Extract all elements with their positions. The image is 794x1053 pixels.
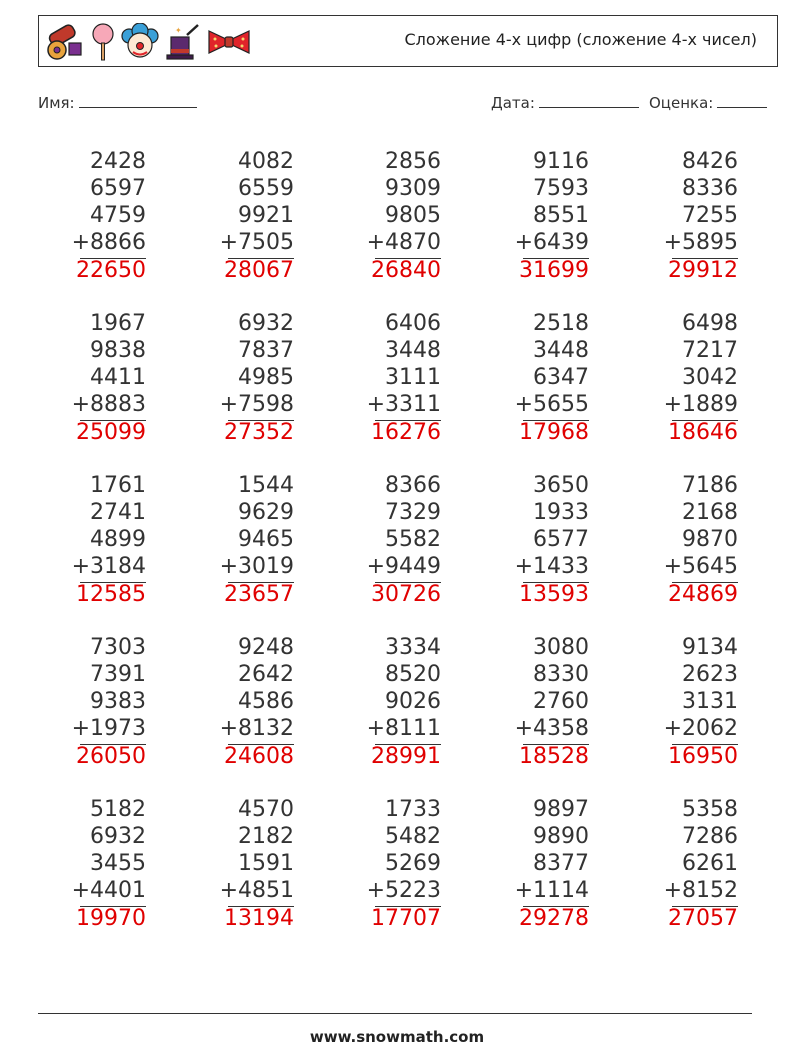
addend: 2760 [533, 689, 589, 714]
name-field [38, 93, 197, 112]
score-label: Оценка: [649, 94, 714, 112]
addend: 9465 [238, 527, 294, 552]
addition-problem [648, 148, 738, 284]
addend: 6261 [682, 851, 738, 876]
answer: 24869 [668, 582, 738, 607]
cotton-candy-icon [91, 23, 115, 61]
footer-divider [38, 1013, 752, 1014]
addend: +8111 [366, 716, 441, 741]
addend: 7217 [682, 338, 738, 363]
addition-problem [56, 796, 146, 932]
answer: 30726 [371, 582, 441, 607]
addend: +6439 [514, 230, 589, 255]
addend: 6577 [533, 527, 589, 552]
answer: 17968 [519, 420, 589, 445]
addend: 3448 [533, 338, 589, 363]
addition-problem [648, 310, 738, 446]
addend: 5482 [385, 824, 441, 849]
addend: +4401 [71, 878, 146, 903]
addend: +5223 [366, 878, 441, 903]
addend: +9449 [366, 554, 441, 579]
addend: 7329 [385, 500, 441, 525]
worksheet-header [38, 15, 778, 67]
answer: 19970 [76, 906, 146, 931]
addend: 6597 [90, 176, 146, 201]
score-line[interactable] [717, 93, 767, 108]
date-line[interactable] [539, 93, 639, 108]
addition-problem [351, 148, 441, 284]
answer: 29912 [668, 258, 738, 283]
answer: 31699 [519, 258, 589, 283]
answer: 16276 [371, 420, 441, 445]
answer: 22650 [76, 258, 146, 283]
answer: 29278 [519, 906, 589, 931]
answer: 28067 [224, 258, 294, 283]
addend: 6932 [238, 311, 294, 336]
addend: 6932 [90, 824, 146, 849]
addend: 4570 [238, 797, 294, 822]
addition-problem [648, 796, 738, 932]
addend: +8883 [71, 392, 146, 417]
addend: 8336 [682, 176, 738, 201]
answer: 18646 [668, 420, 738, 445]
date-label: Дата: [491, 94, 535, 112]
addition-problem [204, 634, 294, 770]
addend: 3080 [533, 635, 589, 660]
addend: 7837 [238, 338, 294, 363]
addend: 1733 [385, 797, 441, 822]
addend: 4082 [238, 149, 294, 174]
addend: 2642 [238, 662, 294, 687]
score-field [649, 93, 767, 112]
addend: 9805 [385, 203, 441, 228]
answer: 17707 [371, 906, 441, 931]
answer: 28991 [371, 744, 441, 769]
addend: +7505 [219, 230, 294, 255]
addition-problem [648, 634, 738, 770]
answer: 23657 [224, 582, 294, 607]
addend: 6347 [533, 365, 589, 390]
cannon-icon [43, 23, 85, 61]
bow-tie-icon [207, 27, 251, 57]
addend: 9134 [682, 635, 738, 660]
addend: 2428 [90, 149, 146, 174]
addition-problem [351, 472, 441, 608]
addend: +8866 [71, 230, 146, 255]
answer: 18528 [519, 744, 589, 769]
addition-problem [648, 472, 738, 608]
addend: 4985 [238, 365, 294, 390]
addend: 6498 [682, 311, 738, 336]
addend: 3131 [682, 689, 738, 714]
answer: 13593 [519, 582, 589, 607]
addend: 9897 [533, 797, 589, 822]
footer-site: www.snowmath.com [309, 1028, 485, 1046]
addend: 9248 [238, 635, 294, 660]
addition-problem [499, 796, 589, 932]
addend: +3184 [71, 554, 146, 579]
addend: +8152 [663, 878, 738, 903]
addend: 1761 [90, 473, 146, 498]
addition-problem [351, 796, 441, 932]
addend: 7286 [682, 824, 738, 849]
addend: 9870 [682, 527, 738, 552]
addend: +4358 [514, 716, 589, 741]
addend: 8551 [533, 203, 589, 228]
addend: 3455 [90, 851, 146, 876]
addend: 9116 [533, 149, 589, 174]
addend: 9383 [90, 689, 146, 714]
addend: 1591 [238, 851, 294, 876]
addend: +4870 [366, 230, 441, 255]
answer: 25099 [76, 420, 146, 445]
addition-problem [499, 634, 589, 770]
addend: 8366 [385, 473, 441, 498]
addition-problem [56, 634, 146, 770]
answer: 26050 [76, 744, 146, 769]
addend: 3111 [385, 365, 441, 390]
addend: 7186 [682, 473, 738, 498]
addition-problem [204, 472, 294, 608]
addend: 7255 [682, 203, 738, 228]
name-line[interactable] [79, 93, 197, 108]
addend: 6406 [385, 311, 441, 336]
addend: 4759 [90, 203, 146, 228]
addend: 2741 [90, 500, 146, 525]
addition-problem [499, 148, 589, 284]
addend: +5655 [514, 392, 589, 417]
addend: +1889 [663, 392, 738, 417]
addend: 1967 [90, 311, 146, 336]
addend: 5182 [90, 797, 146, 822]
answer: 12585 [76, 582, 146, 607]
addend: 4586 [238, 689, 294, 714]
addend: 8330 [533, 662, 589, 687]
answer: 26840 [371, 258, 441, 283]
header-icons [43, 22, 251, 62]
addend: 5582 [385, 527, 441, 552]
addend: 4899 [90, 527, 146, 552]
addend: 3334 [385, 635, 441, 660]
addend: 5358 [682, 797, 738, 822]
addend: 7303 [90, 635, 146, 660]
addition-problem [204, 148, 294, 284]
addend: +1433 [514, 554, 589, 579]
addition-problem [56, 472, 146, 608]
name-label: Имя: [38, 94, 75, 112]
addend: +1114 [514, 878, 589, 903]
addition-problem [499, 472, 589, 608]
addend: 4411 [90, 365, 146, 390]
answer: 24608 [224, 744, 294, 769]
addend: +3019 [219, 554, 294, 579]
addend: 8377 [533, 851, 589, 876]
addend: 9629 [238, 500, 294, 525]
answer: 13194 [224, 906, 294, 931]
addition-problem [204, 310, 294, 446]
addend: 6559 [238, 176, 294, 201]
addend: 8520 [385, 662, 441, 687]
addend: 9921 [238, 203, 294, 228]
addend: 3042 [682, 365, 738, 390]
magic-hat-icon [165, 23, 201, 61]
addend: +7598 [219, 392, 294, 417]
answer: 27057 [668, 906, 738, 931]
addend: 9890 [533, 824, 589, 849]
answer: 16950 [668, 744, 738, 769]
addend: 5269 [385, 851, 441, 876]
addend: 1933 [533, 500, 589, 525]
addend: 2518 [533, 311, 589, 336]
addend: 2168 [682, 500, 738, 525]
clown-face-icon [121, 23, 159, 61]
addend: 2182 [238, 824, 294, 849]
addend: 2856 [385, 149, 441, 174]
addition-problem [204, 796, 294, 932]
date-field [491, 93, 639, 112]
addend: +2062 [663, 716, 738, 741]
addend: 3650 [533, 473, 589, 498]
svg-text:✦: ✦ [175, 26, 182, 35]
addition-problem [56, 148, 146, 284]
addend: 1544 [238, 473, 294, 498]
addend: 9026 [385, 689, 441, 714]
addition-problem [56, 310, 146, 446]
addition-problem [499, 310, 589, 446]
addend: +8132 [219, 716, 294, 741]
worksheet-title: Сложение 4-х цифр (сложение 4-х чисел) [404, 30, 757, 49]
addend: 2623 [682, 662, 738, 687]
addend: 8426 [682, 149, 738, 174]
addend: 9309 [385, 176, 441, 201]
addend: 7391 [90, 662, 146, 687]
addend: 3448 [385, 338, 441, 363]
addition-problem [351, 310, 441, 446]
answer: 27352 [224, 420, 294, 445]
addend: +3311 [366, 392, 441, 417]
addend: 7593 [533, 176, 589, 201]
addend: +4851 [219, 878, 294, 903]
addend: +1973 [71, 716, 146, 741]
addend: +5645 [663, 554, 738, 579]
addition-problem [351, 634, 441, 770]
addend: +5895 [663, 230, 738, 255]
addend: 9838 [90, 338, 146, 363]
